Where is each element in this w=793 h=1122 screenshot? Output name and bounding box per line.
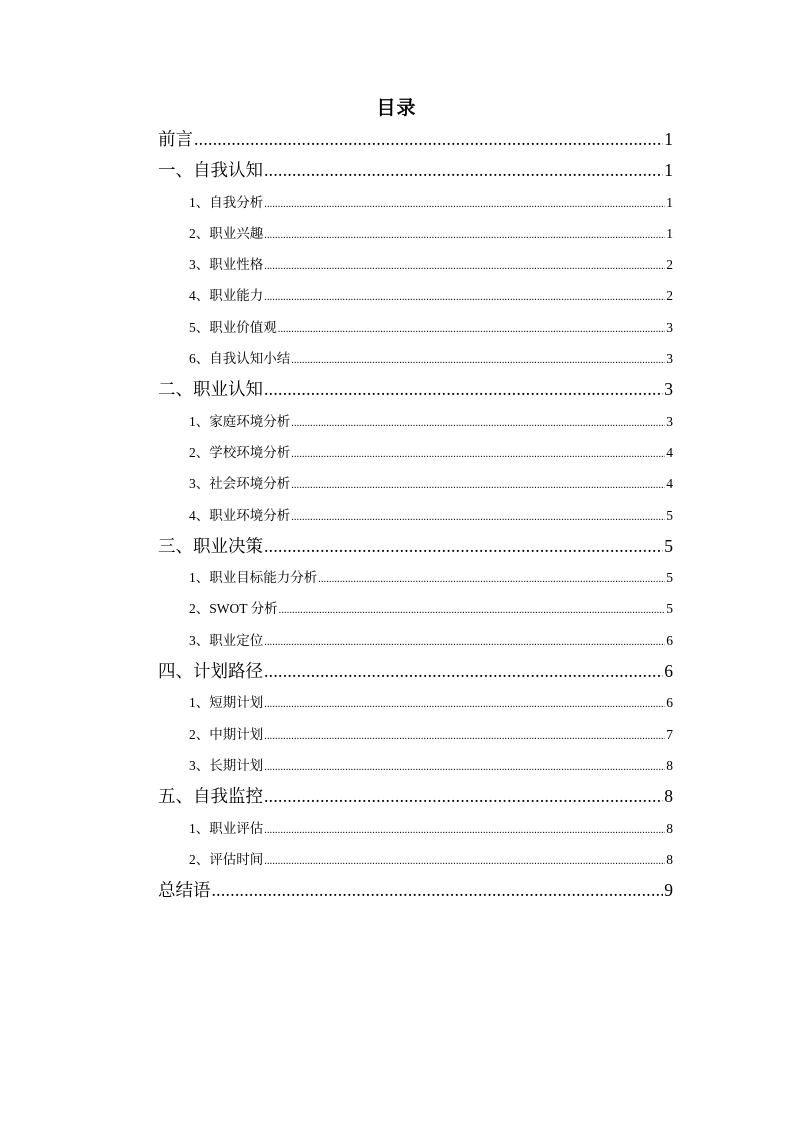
toc-entry-label: 5、职业价值观	[189, 319, 277, 335]
toc-page-number: 5	[664, 535, 673, 556]
toc-entry-label: 2、学校环境分析	[189, 444, 291, 460]
toc-section-entry[interactable]	[158, 593, 673, 624]
toc-page-number: 9	[664, 880, 673, 901]
toc-dot-leader	[264, 656, 663, 687]
toc-section-entry[interactable]	[158, 406, 673, 437]
toc-page-number: 5	[666, 507, 673, 523]
toc-entry-label: 二、职业认知	[158, 379, 263, 400]
toc-page-number: 6	[666, 695, 673, 711]
toc-chapter-entry[interactable]	[158, 155, 673, 186]
toc-entry-label: 2、中期计划	[189, 726, 264, 742]
toc-section-entry[interactable]	[158, 280, 673, 311]
toc-section-entry[interactable]	[158, 312, 673, 343]
toc-section-entry[interactable]	[158, 187, 673, 218]
toc-entry-label: 1、职业评估	[189, 820, 264, 836]
toc-dot-leader	[291, 502, 665, 533]
toc-dot-leader	[264, 155, 663, 186]
toc-chapter-entry[interactable]	[158, 374, 673, 405]
toc-dot-leader	[278, 314, 666, 345]
toc-dot-leader	[291, 439, 665, 470]
toc-entry-label: 2、职业兴趣	[189, 225, 264, 241]
toc-page-number: 5	[666, 570, 673, 586]
toc-dot-leader	[291, 470, 665, 501]
toc-entry-label: 1、职业目标能力分析	[189, 570, 318, 586]
toc-entry-label: 总结语	[158, 880, 211, 901]
toc-section-entry[interactable]	[158, 625, 673, 656]
toc-entry-label: 四、计划路径	[158, 661, 263, 682]
toc-page-number: 3	[666, 319, 673, 335]
toc-page-number: 7	[666, 726, 673, 742]
table-of-contents	[158, 124, 673, 906]
toc-page-number: 1	[666, 225, 673, 241]
toc-dot-leader	[194, 124, 663, 155]
toc-entry-label: 1、短期计划	[189, 695, 264, 711]
page-title: 目录	[376, 98, 417, 119]
toc-chapter-entry[interactable]	[158, 124, 673, 155]
toc-page-number: 2	[666, 257, 673, 273]
toc-section-entry[interactable]	[158, 468, 673, 499]
toc-dot-leader	[264, 189, 665, 220]
toc-dot-leader	[279, 595, 666, 626]
toc-page-number: 6	[664, 661, 673, 682]
toc-section-entry[interactable]	[158, 218, 673, 249]
toc-dot-leader	[291, 408, 665, 439]
toc-section-entry[interactable]	[158, 687, 673, 718]
toc-entry-label: 2、SWOT 分析	[189, 601, 278, 617]
toc-section-entry[interactable]	[158, 719, 673, 750]
toc-section-entry[interactable]	[158, 844, 673, 875]
toc-section-entry[interactable]	[158, 343, 673, 374]
toc-dot-leader	[291, 345, 665, 376]
toc-chapter-entry[interactable]	[158, 656, 673, 687]
toc-dot-leader	[212, 875, 664, 906]
toc-page-number: 8	[666, 851, 673, 867]
toc-page-number: 8	[664, 786, 673, 807]
toc-dot-leader	[264, 627, 665, 658]
toc-entry-label: 三、职业决策	[158, 535, 263, 556]
toc-dot-leader	[264, 251, 665, 282]
toc-entry-label: 五、自我监控	[158, 786, 263, 807]
toc-page-number: 4	[666, 476, 673, 492]
toc-entry-label: 6、自我认知小结	[189, 351, 291, 367]
toc-section-entry[interactable]	[158, 813, 673, 844]
toc-entry-label: 1、家庭环境分析	[189, 413, 291, 429]
toc-page-number: 3	[666, 413, 673, 429]
toc-dot-leader	[264, 846, 665, 877]
toc-dot-leader	[264, 374, 663, 405]
toc-section-entry[interactable]	[158, 750, 673, 781]
toc-entry-label: 3、职业性格	[189, 257, 264, 273]
toc-page-number: 4	[666, 444, 673, 460]
toc-dot-leader	[264, 282, 665, 313]
toc-entry-label: 4、职业能力	[189, 288, 264, 304]
toc-dot-leader	[264, 531, 663, 562]
toc-dot-leader	[264, 220, 665, 251]
toc-entry-label: 2、评估时间	[189, 851, 264, 867]
toc-chapter-entry[interactable]	[158, 781, 673, 812]
toc-page-number: 5	[666, 601, 673, 617]
toc-entry-label: 4、职业环境分析	[189, 507, 291, 523]
toc-page-number: 6	[666, 632, 673, 648]
toc-page-number: 1	[664, 160, 673, 181]
toc-page-number: 2	[666, 288, 673, 304]
toc-dot-leader	[264, 815, 665, 846]
toc-section-entry[interactable]	[158, 437, 673, 468]
toc-dot-leader	[264, 752, 665, 783]
toc-entry-label: 1、自我分析	[189, 194, 264, 210]
toc-page-number: 1	[666, 194, 673, 210]
toc-entry-label: 前言	[158, 129, 193, 149]
toc-section-entry[interactable]	[158, 562, 673, 593]
toc-page-number: 8	[666, 820, 673, 836]
toc-entry-label: 3、职业定位	[189, 632, 264, 648]
toc-page-number: 3	[664, 379, 673, 400]
toc-dot-leader	[264, 689, 665, 720]
toc-dot-leader	[318, 564, 665, 595]
toc-chapter-entry[interactable]	[158, 875, 673, 906]
toc-section-entry[interactable]	[158, 249, 673, 280]
toc-entry-label: 3、长期计划	[189, 757, 264, 773]
toc-entry-label: 一、自我认知	[158, 160, 263, 181]
toc-dot-leader	[264, 781, 663, 812]
toc-section-entry[interactable]	[158, 500, 673, 531]
toc-entry-label: 3、社会环境分析	[189, 476, 291, 492]
toc-page-number: 3	[666, 351, 673, 367]
toc-page-number: 8	[666, 757, 673, 773]
toc-dot-leader	[264, 721, 665, 752]
toc-page-number: 1	[664, 129, 673, 149]
toc-chapter-entry[interactable]	[158, 531, 673, 562]
